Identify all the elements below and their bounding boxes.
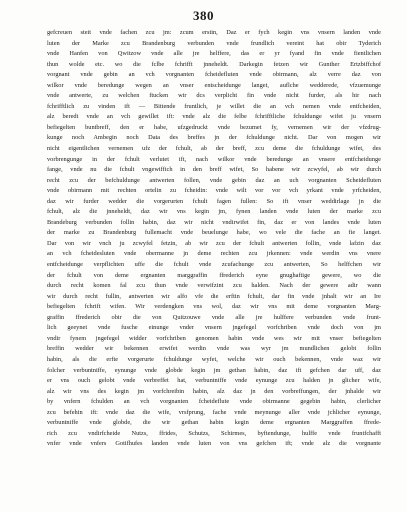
- text-line: vnde obirmann mit rechten ortelin zu fcheidin: vnde wilt vor vor vch yrkant vnde yrfcheiden,: [47, 187, 381, 195]
- text-line: er vns ouch gelobt vnde verbreffet hat, verbuntniffe vnde eynunge zcu halden jn glicher wife,: [47, 377, 381, 385]
- text-line: by vnfern fchulden an vch vorgnanten fcheideflute vnde obirmanne gegebin habin, clerlicher: [47, 398, 381, 406]
- text-line: durch recht komen fal zcu thun vnde verwifzint zcu halden. Nach der gewere adir wann: [47, 282, 381, 290]
- text-line: befiegelten fchrift wifen. Wir verdengken vns wol, daz wir vns mit deme vorgnanten Marg-: [47, 303, 381, 311]
- text-line: alz wir vns des kegin jm vorfchreibin habin, alz daz jn den vorbreffungen, der jnhalde wir: [47, 387, 381, 395]
- text-line: vnfer vnde vnfers Gotifhufes landen vnde luten von vns gefchen ift; vnde alz die vorgnante: [47, 440, 381, 448]
- text-line: lich geeynet vnde fusche einunge vnder vnsern jngefegel vorfchriben vnde doch von jm: [47, 324, 381, 332]
- text-line: kunge noch Ambegin noch Data des breffes jn der fchuldunge nicht. Dar von mogen wir: [47, 134, 381, 142]
- text-line: alz beredt vnde an vch gewillet ift: vnde alz die felbe fchrifftliche fchuldunge wifet ju vnsern: [47, 113, 381, 121]
- text-line: breffin wedder wir bekennen erwifet werdin vnde was wyr jm mundlichen gelobt follin: [47, 345, 381, 353]
- text-line: thun wolde etc. wo die fclbe fchrifft jnneheldt. Darkegin fetzen wir Gunther Ertzbiffchof: [47, 60, 381, 68]
- text-line: fange, vnde nu die fchult vngewiffich in den breff wifet, So habene wir zcwyfel, ab wir durch: [47, 166, 381, 174]
- text-line: vorgnant vnde gebin an vch vorgnanten fcheidefluten vnde obirmann, alz verre daz von: [47, 71, 381, 79]
- text-line: vndir fynem jngefegel widder vorfchriben genomen habin vnde wes wir mit vnser befiegelten: [47, 334, 381, 342]
- text-line: daz wir furder wedder die vorgerurten fchult fagen fullen: So ift vnser weddirlage jn die: [47, 197, 381, 205]
- text-line: entfcheidunge verpflichten uffe die fchult vnde zcufachunge zcu antwerten, So helffchen wir: [47, 261, 381, 269]
- text-line: Dar von wir vnch ju zcwyfel fetzin, ab wir zcu der fchult antwerten follin, vnde lafzin daz: [47, 239, 381, 247]
- text-line: an vch fcheidesluten vnde obermanne jn deme rechten zcu jrkennen: vnde werdin vns vnere: [47, 250, 381, 258]
- text-line: vnde Hanfen von Qwitzow vnde alle jre helffere, das er yr fyand fin vnde fientlichen: [47, 50, 381, 58]
- text-line: befiegelten buntbreff, den er habe, ufzgedruckt vnde bezumet fy, vernemen wir der vfzdrug-: [47, 123, 381, 131]
- text-line: fchrifftlich zu vinden ift — Bittende fruntlich, je willet die an vch nemen vnde entfcheiden,: [47, 102, 381, 110]
- text-line: rich zcu vndirfcheide Nutzs, ffrides, Schutzs, Schirmes, byftendunge, hulffe vnde fruntfchafft: [47, 429, 381, 437]
- text-line: recht zcu der befchuldunge antwerten follen, vnde gebin daz an uch vorgnanten Scheidefluten: [47, 176, 381, 184]
- page-number: 380: [193, 8, 214, 23]
- text-line: folcher verbuntniffe, eynunge vnde globde kegin jm gethan habin, daz ift gefchen dar uff, daz: [47, 366, 381, 374]
- text-line: habin, als die erfte vorgerurte fchuldunge wyfet, welche wir ouch bekennen, vnde waz wir: [47, 355, 381, 363]
- text-line: vorbrengunge in der fchult verlutet ift, nach wilkor vnde beredunge an vnsere entfcheidunge: [47, 155, 381, 163]
- text-line: wir durch recht fullin, antwerten wir alfo vfe die erftin fchult, dar fin vnde jnhalt wir an Ire: [47, 292, 381, 300]
- text-line: gefcreuen steit vnde fachen zcu jm: zcum erstin, Daz er fych kegin vns vnsern landen vnde: [47, 29, 381, 36]
- text-line: fchult, alz die jnneheldt, daz wir vns kegin jm, fynen landen vnde luten der marke zcu: [47, 208, 381, 216]
- text-line: wilkor vnde beredunge wegen an vnser entscheidunge langet, auflche wedderede, vfzuemunge: [47, 81, 381, 89]
- body-text: [47, 28, 381, 450]
- text-line: luten der Marke zcu Brandenburg verbunden vnde frundlich vereint hat obir Tyderich: [47, 39, 381, 47]
- text-line: der fchult von deme ergnanten marggraffin ffrederich eyne gnughaftige gewere, wo die: [47, 271, 381, 279]
- text-line: Brandeburg verbunden follin habin, daz wir nicht vndirwifet fin, daz er von landes vnde luten: [47, 218, 381, 226]
- text-line: graffin ffrederich obir die von Quitzouwe vnde alle jre hulffere verbunden vnde frunt-: [47, 313, 381, 321]
- text-line: nicht eigentlichen vernemen ufz der fchult, ab der breff, zcu deme die fchuldunge wifet, des: [47, 145, 381, 153]
- text-line: zcu befehin ift: vnde daz die wife, vrsfprung, fache vnde meynunge aller vnde jchlicher eynunge,: [47, 408, 381, 416]
- text-line: verbuntniffe vnde globde, die wir gethan habin kegin deme ergnanten Marggraffen ffrede-: [47, 419, 381, 427]
- text-line: der marke zu Brandenburg fullemacht vnde beuelunge habe, wo vele die fache an fie langet.: [47, 229, 381, 237]
- text-line: vnde antwerte, zu welchen ftucken wir dcs verplicht fin vnde nicht furder, als hir nach: [47, 92, 381, 100]
